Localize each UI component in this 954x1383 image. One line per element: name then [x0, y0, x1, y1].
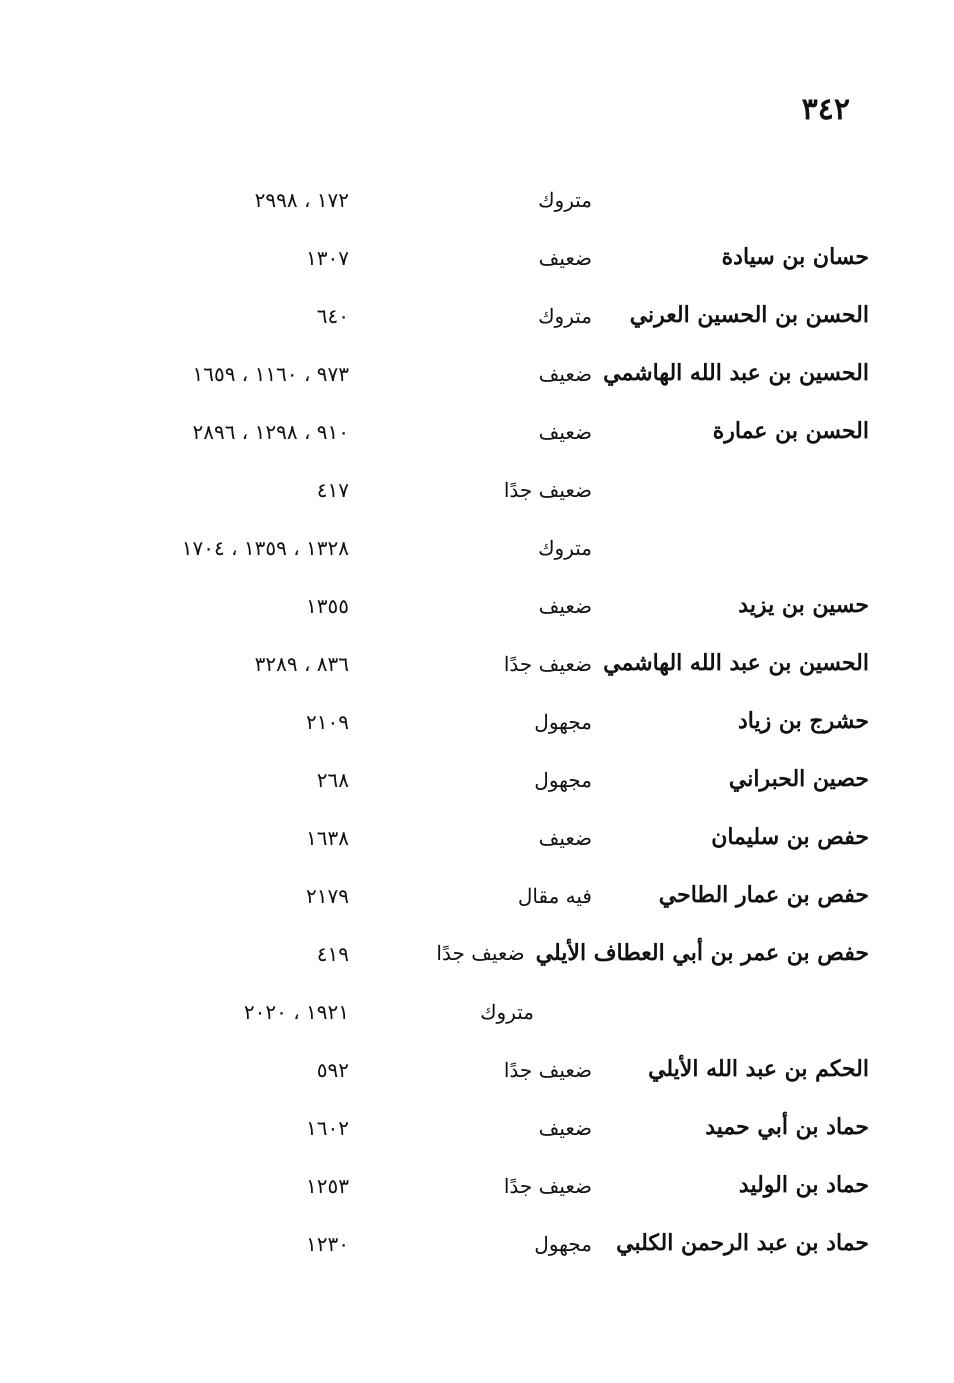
- table-row: [0, 410, 954, 468]
- table-row: [0, 468, 954, 526]
- hadith-numbers: ٩١٠ ، ١٢٩٨ ، ٢٨٩٦: [192, 420, 349, 444]
- table-row: [0, 758, 954, 816]
- narrator-table: [0, 178, 954, 1280]
- narrator-grade: ضعيف: [538, 826, 592, 850]
- table-row: [0, 584, 954, 642]
- narrator-name: حفص بن عمر بن أبي العطاف الأيلي: [535, 940, 869, 966]
- narrator-grade: متروك: [538, 188, 592, 212]
- narrator-name: حماد بن الوليد: [738, 1172, 869, 1198]
- narrator-name: حصين الحبراني: [728, 766, 869, 792]
- table-row: [0, 526, 954, 584]
- table-row: [0, 1164, 954, 1222]
- hadith-numbers: ١٦٠٢: [306, 1116, 349, 1140]
- hadith-numbers: ٦٤٠: [316, 304, 349, 328]
- table-row: [0, 700, 954, 758]
- hadith-numbers: ٢١٧٩: [306, 884, 349, 908]
- narrator-name: حسين بن يزيد: [738, 592, 869, 618]
- narrator-grade: ضعيف: [538, 420, 592, 444]
- narrator-grade: ضعيف جدًا: [436, 941, 525, 965]
- narrator-entry: [436, 940, 869, 966]
- narrator-name: حسان بن سيادة: [721, 244, 869, 270]
- narrator-name: حماد بن أبي حميد: [705, 1114, 869, 1140]
- hadith-numbers: ١٢٥٣: [306, 1174, 349, 1198]
- narrator-grade: ضعيف جدًا: [503, 652, 592, 676]
- narrator-grade: ضعيف: [538, 362, 592, 386]
- narrator-grade: متروك: [538, 304, 592, 328]
- table-row: [0, 236, 954, 294]
- page-number: ٣٤٢: [801, 92, 850, 127]
- hadith-numbers: ٨٣٦ ، ٣٢٨٩: [254, 652, 349, 676]
- hadith-numbers: ١٢٣٠: [306, 1232, 349, 1256]
- narrator-name: الحسين بن عبد الله الهاشمي: [603, 650, 869, 676]
- table-row: [0, 294, 954, 352]
- narrator-name: حفص بن سليمان: [711, 824, 869, 850]
- table-row: [0, 642, 954, 700]
- hadith-numbers: ٢١٠٩: [306, 710, 349, 734]
- narrator-grade: ضعيف جدًا: [503, 1058, 592, 1082]
- table-row: [0, 1222, 954, 1280]
- narrator-grade: ضعيف جدًا: [503, 478, 592, 502]
- narrator-grade: ضعيف: [538, 1116, 592, 1140]
- hadith-numbers: ١٣٥٥: [306, 594, 349, 618]
- narrator-grade: مجهول: [534, 768, 592, 792]
- table-row: [0, 932, 954, 990]
- narrator-name: الحسين بن عبد الله الهاشمي: [603, 360, 869, 386]
- narrator-grade: مجهول: [534, 1232, 592, 1256]
- narrator-grade: متروك: [538, 536, 592, 560]
- table-row: [0, 178, 954, 236]
- hadith-numbers: ١٣٠٧: [306, 246, 349, 270]
- narrator-grade: ضعيف جدًا: [503, 1174, 592, 1198]
- narrator-name: الحكم بن عبد الله الأيلي: [648, 1056, 869, 1082]
- hadith-numbers: ١٣٢٨ ، ١٣٥٩ ، ١٧٠٤: [181, 536, 349, 560]
- narrator-name: الحسن بن الحسين العرني: [629, 302, 869, 328]
- table-row: [0, 1106, 954, 1164]
- narrator-grade: فيه مقال: [517, 884, 592, 908]
- narrator-grade: ضعيف: [538, 246, 592, 270]
- narrator-name: الحسن بن عمارة: [712, 418, 869, 444]
- hadith-numbers: ١٩٢١ ، ٢٠٢٠: [243, 1000, 349, 1024]
- narrator-grade: مجهول: [534, 710, 592, 734]
- hadith-numbers: ٤١٧: [316, 478, 349, 502]
- table-row: [0, 990, 954, 1048]
- narrator-grade: متروك: [480, 1000, 534, 1024]
- narrator-grade: ضعيف: [538, 594, 592, 618]
- table-row: [0, 1048, 954, 1106]
- hadith-numbers: ٥٩٢: [316, 1058, 349, 1082]
- hadith-numbers: ١٦٣٨: [306, 826, 349, 850]
- hadith-numbers: ١٧٢ ، ٢٩٩٨: [254, 188, 349, 212]
- hadith-numbers: ٩٧٣ ، ١١٦٠ ، ١٦٥٩: [192, 362, 349, 386]
- table-row: [0, 816, 954, 874]
- table-row: [0, 352, 954, 410]
- hadith-numbers: ٤١٩: [316, 942, 349, 966]
- table-row: [0, 874, 954, 932]
- narrator-name: حفص بن عمار الطاحي: [658, 882, 869, 908]
- hadith-numbers: ٢٦٨: [316, 768, 349, 792]
- narrator-name: حماد بن عبد الرحمن الكلبي: [616, 1230, 869, 1256]
- narrator-name: حشرج بن زياد: [737, 708, 869, 734]
